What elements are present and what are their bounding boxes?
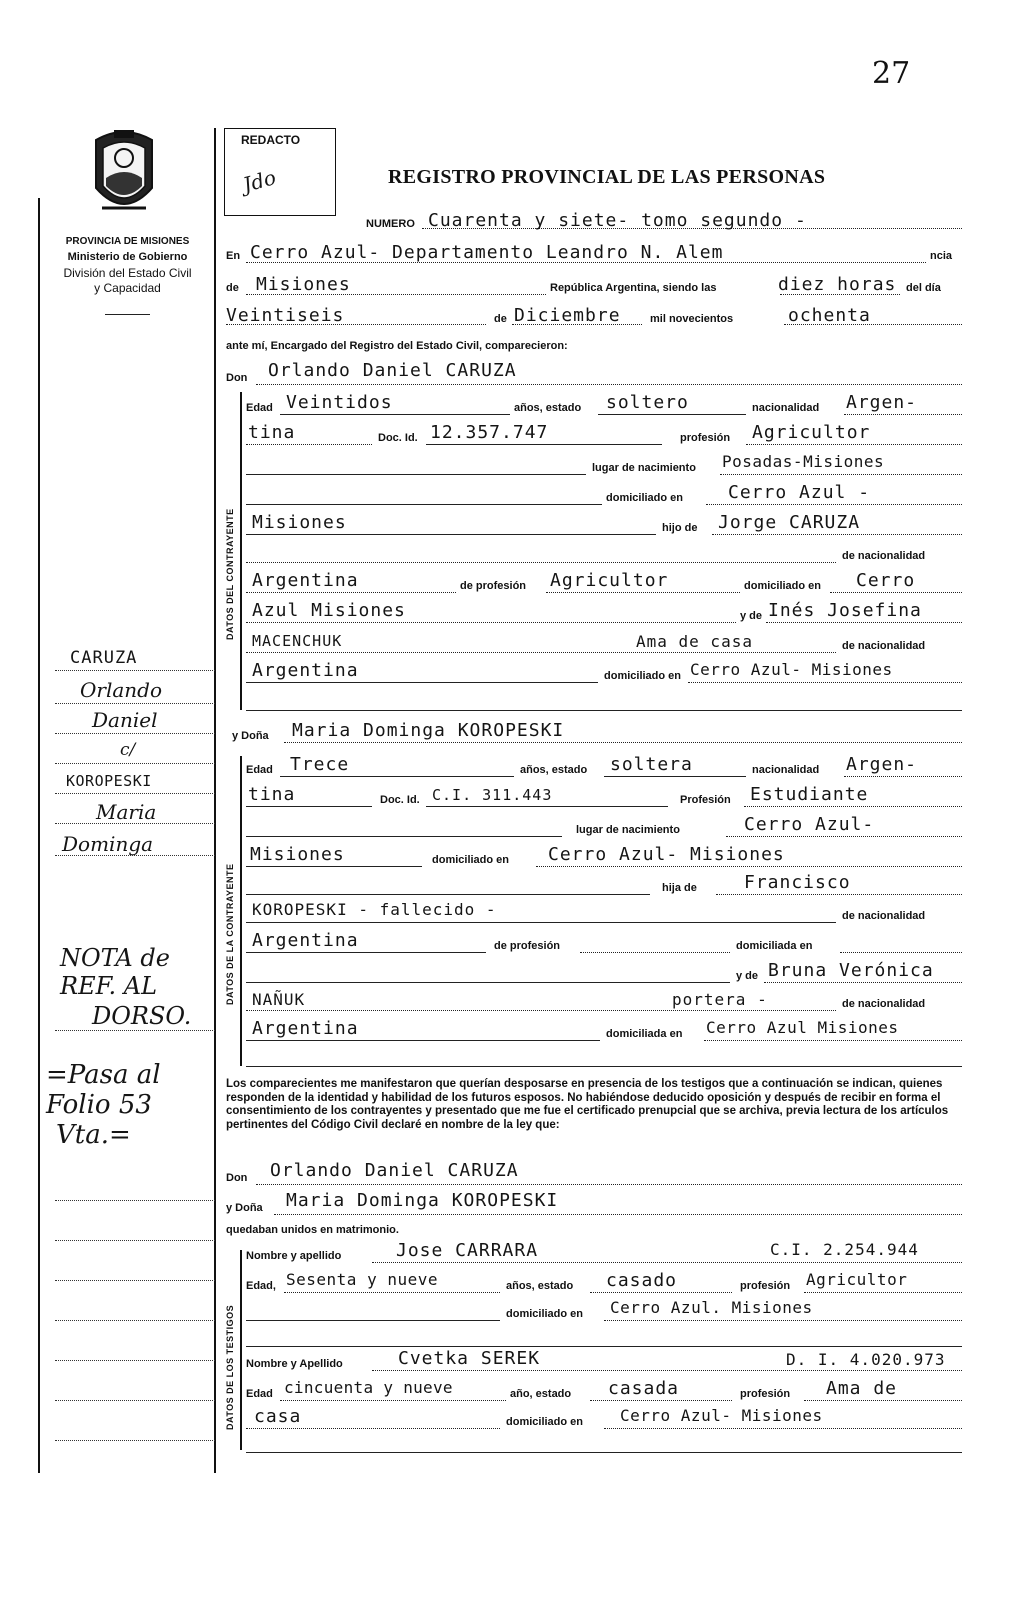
ce-padre-nac-value: Argentina <box>252 570 359 591</box>
republica-label: República Argentina, siendo las <box>550 282 717 294</box>
ca-madre-prof-value: portera - <box>672 990 768 1009</box>
ce-de-nac-label: de nacionalidad <box>842 550 926 562</box>
quedaban-label: quedaban unidos en matrimonio. <box>226 1224 399 1236</box>
division-label: División del Estado Civil <box>63 266 192 280</box>
ca-madre-line <box>764 982 962 983</box>
ce-nac-value-1: Argen- <box>846 392 918 413</box>
decl-dona-label: y Doña <box>226 1202 263 1214</box>
margin-note-line-3: DORSO. <box>92 1002 192 1030</box>
testigos-side-label: DATOS DE LOS TESTIGOS <box>225 1304 235 1430</box>
ca-padre-prof-line <box>580 952 730 953</box>
ce-prof-label: profesión <box>680 432 731 444</box>
t2-anios-label: año, estado <box>510 1388 572 1400</box>
ca-dona-line <box>284 742 962 743</box>
ca-padre-value-1: Francisco <box>744 872 851 893</box>
t2-estado-line <box>590 1400 732 1401</box>
margin-dotline <box>55 855 215 856</box>
margin-dotline <box>55 733 215 734</box>
t2-end-line <box>246 1452 962 1453</box>
margin-dotline <box>55 1440 215 1441</box>
en-value: Cerro Azul- Departamento Leandro N. Alem <box>250 242 724 263</box>
ce-lugar-label: lugar de nacimiento <box>592 462 696 474</box>
t2-prof-value-1: Ama de <box>826 1378 898 1399</box>
redacto-box <box>224 128 336 216</box>
ce-prof-line <box>746 444 962 445</box>
margin-dotline <box>55 703 215 704</box>
ce-nac-label: nacionalidad <box>752 402 820 414</box>
t1-nombre-line <box>372 1262 962 1263</box>
margin-middle-name: Daniel <box>92 708 158 732</box>
t2-prof2-line <box>246 1428 500 1429</box>
margin-surname: CARUZA <box>70 648 138 668</box>
margin-dotline <box>55 1030 215 1031</box>
redacto-label: REDACTO <box>241 133 301 147</box>
t1-nombre-value: Jose CARRARA <box>396 1240 539 1261</box>
t1-prof-line <box>804 1292 962 1293</box>
ce-blank-line-3 <box>246 562 836 563</box>
horas-value: diez horas <box>778 274 897 295</box>
ce-edad-value: Veintidos <box>286 392 393 413</box>
t2-domic-value: Cerro Azul- Misiones <box>620 1406 823 1425</box>
capacity-label: y Capacidad <box>94 281 161 295</box>
ca-estado-line <box>604 776 746 777</box>
ca-madre-domic-value: Cerro Azul Misiones <box>706 1018 899 1037</box>
testigos-bracket <box>240 1250 242 1450</box>
ce-doc-line <box>426 444 662 445</box>
ca-domic-value: Cerro Azul- Misiones <box>548 844 785 865</box>
ca-madre-value-1: Bruna Verónica <box>768 960 934 981</box>
ca-edad-line <box>280 776 514 777</box>
ca-nac-line <box>844 776 962 777</box>
ante-label: ante mí, Encargado del Registro del Estado Civil, comparecieron: <box>226 340 568 352</box>
margin-dotline <box>55 823 215 824</box>
numero-value: Cuarenta y siete- tomo segundo - <box>428 210 807 231</box>
decl-don-value: Orlando Daniel CARUZA <box>270 1160 519 1181</box>
decl-don-label: Don <box>226 1172 248 1184</box>
contrayenta-side-label: DATOS DE LA CONTRAYENTE <box>225 863 235 1005</box>
ce-madre-value-2: MACENCHUK <box>252 632 343 650</box>
t2-doc-value: D. I. 4.020.973 <box>786 1350 946 1369</box>
t1-estado-line <box>590 1292 732 1293</box>
ce-blank-line-2 <box>246 504 602 505</box>
margin-bride-middle-name: Dominga <box>62 832 154 856</box>
ce-padre-line <box>712 534 962 535</box>
t2-edad-value: cincuenta y nueve <box>284 1378 453 1397</box>
ca-doc-line <box>426 806 668 807</box>
ca-lugar-value-2: Misiones <box>250 844 345 865</box>
ca-prof-label: Profesión <box>680 794 731 806</box>
ce-hijo-label: hijo de <box>662 522 698 534</box>
ce-nac-value-2: tina <box>248 422 296 443</box>
ca-nac2-line <box>246 806 372 807</box>
ca-de-nac-label-2: de nacionalidad <box>842 998 926 1010</box>
decl-dona-value: Maria Dominga KOROPESKI <box>286 1190 559 1211</box>
decl-dona-line <box>274 1214 962 1215</box>
redacto-initials: Jdo <box>240 165 279 197</box>
contrayente-bracket <box>240 392 242 710</box>
ca-blank-line-3 <box>246 982 730 983</box>
t1-domic-value: Cerro Azul. Misiones <box>610 1298 813 1317</box>
t2-domic-line <box>604 1428 962 1429</box>
t2-estado-value: casada <box>608 1378 680 1399</box>
t1-edad-value: Sesenta y nueve <box>286 1270 438 1289</box>
ce-madre-line <box>766 622 962 623</box>
margin-pasa-line-1: =Pasa al <box>46 1060 161 1090</box>
margin-dotline <box>55 1280 215 1281</box>
margin-dotline <box>55 1200 215 1201</box>
t2-prof-label: profesión <box>740 1388 791 1400</box>
ce-padre-domic-value-2: Azul Misiones <box>252 600 406 621</box>
ce-domic-value-1: Cerro Azul - <box>728 482 871 503</box>
margin-pasa-line-3: Vta.= <box>56 1120 131 1150</box>
numero-label: NUMERO <box>366 218 415 230</box>
ca-padre-value-2: KOROPESKI - fallecido - <box>252 900 497 919</box>
provincia-suffix: ncia <box>930 250 953 262</box>
ca-estado-value: soltera <box>610 754 693 775</box>
ca-lugar-value-1: Cerro Azul- <box>744 814 875 835</box>
ce-madre-nac-line <box>246 682 598 683</box>
ce-madre-domic-line <box>688 682 962 683</box>
ce-doc-value: 12.357.747 <box>430 422 549 443</box>
ce-nac-line <box>844 414 962 415</box>
declaration-paragraph: Los comparecientes me manifestaron que querían desposarse en presencia de los testigos que a continuación se indican, quienes responden de la identidad y habilidad de los futuros esposos. No habiéndose deducido oposición y después de recibir en forma el consentimiento de los contrayentes y presentado que me fue el certificado prenupcial que se archiva, previa lectura de los artículos pertinentes del Código Civil declaré en nombre de la ley que: <box>226 1078 949 1131</box>
ce-madre-nac-value: Argentina <box>252 660 359 681</box>
ca-de-nac-label: de nacionalidad <box>842 910 926 922</box>
margin-note-line-2: REF. AL <box>60 972 158 1000</box>
de-value: Misiones <box>256 274 351 295</box>
ca-madre-value-2: NAÑUK <box>252 990 306 1009</box>
margin-dotline <box>55 763 215 764</box>
contrayenta-bracket <box>240 756 242 1066</box>
left-border-line <box>38 198 40 1473</box>
t1-edad-line <box>284 1292 500 1293</box>
t2-nombre-line <box>372 1370 962 1371</box>
ca-lugar-line <box>726 836 962 837</box>
ca-blank-line-1 <box>246 836 562 837</box>
ce-domic2-line <box>246 534 656 535</box>
ce-padre-prof-value: Agricultor <box>550 570 669 591</box>
don-line <box>256 384 962 385</box>
t2-prof-line <box>804 1400 962 1401</box>
ce-padre-value: Jorge CARUZA <box>718 512 861 533</box>
margin-dotline <box>55 1400 215 1401</box>
ca-madre-domic-line <box>704 1040 962 1041</box>
ca-madre-nac-line <box>246 1040 600 1041</box>
en-label: En <box>226 250 241 262</box>
margin-first-name: Orlando <box>80 678 163 702</box>
del-dia-label: del día <box>906 282 941 294</box>
ce-domic-value-2: Misiones <box>252 512 347 533</box>
page-number: 27 <box>872 56 911 91</box>
contrayente-side-label: DATOS DEL CONTRAYENTE <box>225 508 235 640</box>
ce-de-prof-label: de profesión <box>460 580 527 592</box>
ca-domic-line <box>536 866 962 867</box>
ca-hija-label: hija de <box>662 882 697 894</box>
ca-doc-label: Doc. Id. <box>380 794 420 806</box>
ca-padre-line <box>716 894 962 895</box>
decl-don-line <box>256 1184 962 1185</box>
t1-prof-label: profesión <box>740 1280 791 1292</box>
t1-anios-label: años, estado <box>506 1280 574 1292</box>
ca-blank-line-2 <box>246 894 650 895</box>
ca-dona-value: Maria Dominga KOROPESKI <box>292 720 565 741</box>
margin-bride-surname: KOROPESKI <box>66 772 152 790</box>
t2-prof-value-2: casa <box>254 1406 302 1427</box>
ca-padre-nac-line <box>246 952 486 953</box>
ce-estado-line <box>598 414 746 415</box>
dia-value: Veintiseis <box>226 305 345 326</box>
ce-de-nac-label-2: de nacionalidad <box>842 640 926 652</box>
margin-dotline <box>55 1320 215 1321</box>
ca-edad-value: Trece <box>290 754 350 775</box>
document-title: REGISTRO PROVINCIAL DE LAS PERSONAS <box>388 166 826 188</box>
ca-end-line <box>246 1066 962 1067</box>
ca-lugar2-line <box>246 866 422 867</box>
ce-domic-line <box>706 504 962 505</box>
ce-edad-label: Edad <box>246 402 273 414</box>
ca-anios-label: años, estado <box>520 764 588 776</box>
t1-domic-line <box>604 1320 962 1321</box>
t1-doc-value: C.I. 2.254.944 <box>770 1240 919 1259</box>
mil-label: mil novecientos <box>650 313 734 325</box>
ca-prof-line <box>744 806 962 807</box>
margin-dotline <box>55 793 215 794</box>
ca-de-prof-label: de profesión <box>494 940 561 952</box>
ce-domic-label-2: domiciliado en <box>744 580 822 592</box>
center-border-line <box>214 128 216 1473</box>
ce-end-line <box>246 710 962 711</box>
don-value: Orlando Daniel CARUZA <box>268 360 517 381</box>
ca-lugar-label: lugar de nacimiento <box>576 824 680 836</box>
ca-nac-value-2: tina <box>248 784 296 805</box>
t1-edad-label: Edad, <box>246 1280 276 1292</box>
ca-domic-label: domiciliado en <box>432 854 510 866</box>
ca-y-de-label: y de <box>736 970 759 982</box>
t1-nombre-label: Nombre y apellido <box>246 1250 342 1262</box>
ca-edad-label: Edad <box>246 764 273 776</box>
ca-nac-label: nacionalidad <box>752 764 820 776</box>
ca-domic-label-2: domiciliada en <box>736 940 813 952</box>
t2-edad-line <box>280 1400 506 1401</box>
ca-madre-nac-value: Argentina <box>252 1018 359 1039</box>
ce-padre-prof-line <box>546 592 740 593</box>
ca-dona-label: y Doña <box>232 730 269 742</box>
ca-domic-label-3: domiciliada en <box>606 1028 683 1040</box>
ce-prof-value: Agricultor <box>752 422 871 443</box>
header-divider <box>105 314 150 315</box>
t1-estado-value: casado <box>606 1270 678 1291</box>
t1-prof-value: Agricultor <box>806 1270 908 1289</box>
ce-madre-prof-value: Ama de casa <box>636 632 753 651</box>
ministry-label: Ministerio de Gobierno <box>67 251 188 263</box>
ce-madre-value-1: Inés Josefina <box>768 600 922 621</box>
ca-padre2-line <box>246 922 836 923</box>
ce-padre-domic-line <box>830 592 962 593</box>
ce-padre-domic-value-1: Cerro <box>856 570 916 591</box>
margin-conjunction: c/ <box>120 740 136 760</box>
ce-domic-label-3: domiciliado en <box>604 670 682 682</box>
ce-padre-nac-line <box>246 592 456 593</box>
ce-lugar-line <box>720 474 962 475</box>
ce-estado-value: soltero <box>606 392 689 413</box>
ce-padre-domic2-line <box>246 622 736 623</box>
t2-edad-label: Edad <box>246 1388 273 1400</box>
ce-edad-line <box>280 414 510 415</box>
margin-dotline <box>55 1360 215 1361</box>
mes-value: Diciembre <box>514 305 621 326</box>
de2-label: de <box>494 313 507 325</box>
t1-domic-label: domiciliado en <box>506 1308 584 1320</box>
don-label: Don <box>226 372 248 384</box>
t1-end-line <box>246 1346 962 1347</box>
t2-nombre-value: Cvetka SEREK <box>398 1348 541 1369</box>
margin-dotline <box>55 1240 215 1241</box>
margin-bride-first-name: Maria <box>96 800 157 824</box>
ce-madre-domic-value: Cerro Azul- Misiones <box>690 660 893 679</box>
t2-domic-label: domiciliado en <box>506 1416 584 1428</box>
ce-nac2-line <box>246 444 372 445</box>
ca-madre2-line <box>246 1010 836 1011</box>
anio-value: ochenta <box>788 305 871 326</box>
ca-padre-domic-line <box>840 952 962 953</box>
ce-blank-line-1 <box>246 474 586 475</box>
ce-madre2-line <box>246 652 836 653</box>
margin-pasa-line-2: Folio 53 <box>46 1090 152 1120</box>
t2-nombre-label: Nombre y Apellido <box>246 1358 343 1370</box>
de-label: de <box>226 282 239 294</box>
ce-lugar-value: Posadas-Misiones <box>722 452 885 471</box>
margin-note-line-1: NOTA de <box>60 944 170 972</box>
ca-nac-value-1: Argen- <box>846 754 918 775</box>
ce-y-de-label: y de <box>740 610 763 622</box>
ca-doc-value: C.I. 311.443 <box>432 786 553 804</box>
t1-blank-line <box>246 1320 500 1321</box>
coat-of-arms-seal <box>88 128 160 222</box>
ce-domic-label: domiciliado en <box>606 492 684 504</box>
margin-dotline <box>55 670 215 671</box>
ca-padre-nac-value: Argentina <box>252 930 359 951</box>
province-label: PROVINCIA DE MISIONES <box>65 236 190 247</box>
ce-anios-label: años, estado <box>514 402 582 414</box>
ca-prof-value: Estudiante <box>750 784 869 805</box>
ce-doc-label: Doc. Id. <box>378 432 418 444</box>
